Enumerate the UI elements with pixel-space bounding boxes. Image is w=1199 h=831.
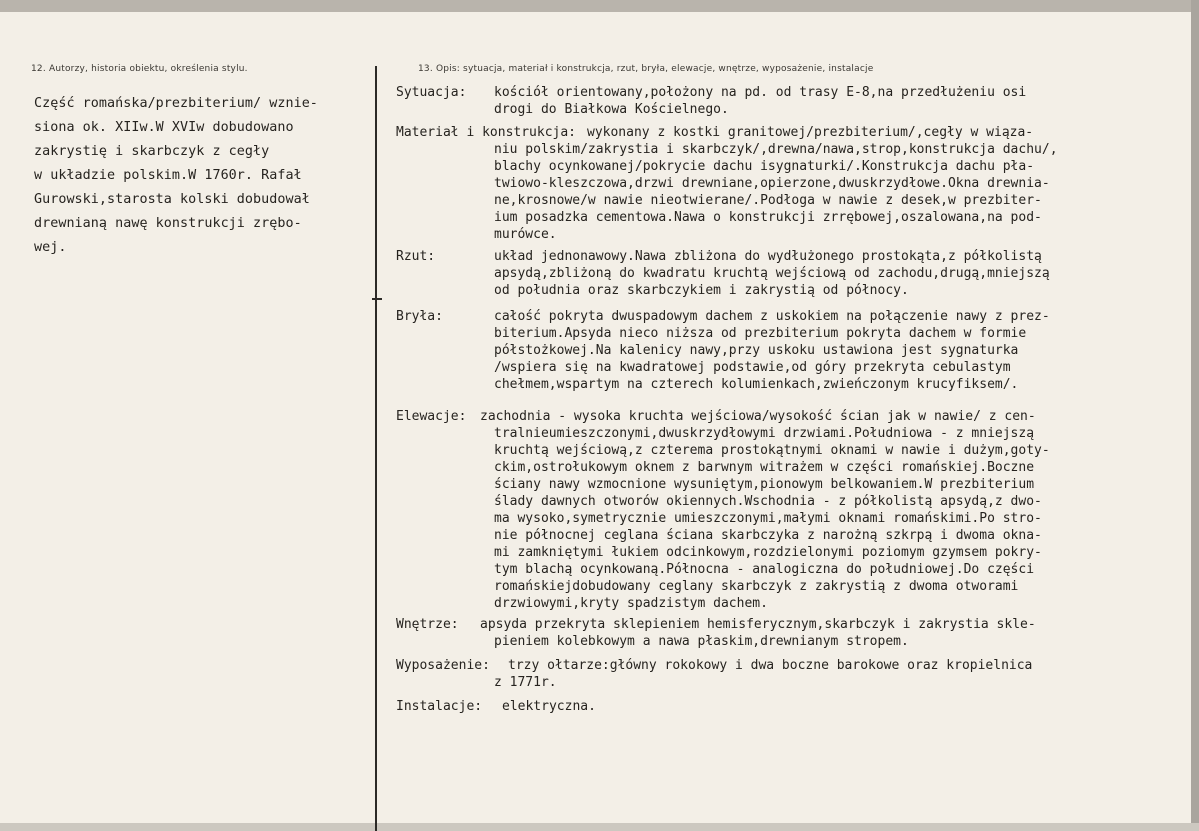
section-line: kościół orientowany,położony na pd. od trasy E-8,na przedłużeniu osi <box>494 85 1027 100</box>
section-line: półstożkowej.Na kalenicy nawy,przy uskoku ustawiona jest sygnaturka <box>494 343 1019 358</box>
history-line: w układzie polskim.W 1760r. Rafał <box>34 168 302 183</box>
history-line: siona ok. XIIw.W XVIw dobudowano <box>34 120 294 135</box>
history-line: Gurowski,starosta kolski dobudował <box>34 192 310 207</box>
section-line: drzwiowymi,kryty spadzistym dachem. <box>494 596 768 611</box>
divider-tick-mark <box>372 298 382 300</box>
section-line: apsydą,zbliżoną do kwadratu kruchtą wejściową od zachodu,drugą,mniejszą <box>494 266 1050 281</box>
header-authors-history: 12. Autorzy, historia obiektu, określenia stylu. <box>31 64 248 74</box>
section-line: układ jednonawowy.Nawa zbliżona do wydłużonego prostokąta,z półkolistą <box>494 249 1042 264</box>
history-line: zakrystię i skarbczyk z cegły <box>34 144 270 159</box>
section-line: zachodnia - wysoka kruchta wejściowa/wysokość ścian jak w nawie/ z cen- <box>480 409 1036 424</box>
section-line: mi zamkniętymi łukiem odcinkowym,rozdzielonymi poziomym gzymsem pokry- <box>494 545 1042 560</box>
section-line: blachy ocynkowanej/pokrycie dachu isygnaturki/.Konstrukcja dachu pła- <box>494 159 1035 174</box>
section-line: tym blachą ocynkowaną.Północna - analogiczna do południowej.Do części <box>494 562 1035 577</box>
history-text <box>34 92 374 260</box>
section-line: wykonany z kostki granitowej/prezbiterium/,cegły w wiąza- <box>587 125 1034 140</box>
column-divider <box>375 66 377 831</box>
section-label: Materiał i konstrukcja: <box>396 125 577 140</box>
section-line: murówce. <box>494 227 557 242</box>
section-line: romańskiejdobudowany ceglany skarbczyk z zakrystią z dwoma otworami <box>494 579 1019 594</box>
section-label: Wnętrze: <box>396 617 459 632</box>
section-line: trzy ołtarze:główny rokokowy i dwa boczne barokowe oraz kropielnica <box>508 658 1033 673</box>
section-line: tralnieumieszczonymi,dwuskrzydłowymi drzwiami.Południowa - z mniejszą <box>494 426 1035 441</box>
section-line: ckim,ostrołukowym oknem z barwnym witrażem w części romańskiej.Boczne <box>494 460 1035 475</box>
section-line: z 1771r. <box>494 675 557 690</box>
section-line: chełmem,wspartym na czterech kolumienkach,zwieńczonym krucyfiksem/. <box>494 377 1019 392</box>
section-line: ne,krosnowe/w nawie nieotwierane/.Podłoga w nawie z desek,w prezbiter- <box>494 193 1042 208</box>
section-line: od południa oraz skarbczykiem i zakrystią od północy. <box>494 283 909 298</box>
section-line: ma wysoko,symetrycznie umieszczonymi,małymi oknami romańskimi.Po stro- <box>494 511 1042 526</box>
section-line: /wspiera się na kwadratowej podstawie,od góry przekryta cebulastym <box>494 360 1011 375</box>
section-label: Bryła: <box>396 309 443 324</box>
section-label: Elewacje: <box>396 409 467 424</box>
section-line: całość pokryta dwuspadowym dachem z uskokiem na połączenie nawy z prez- <box>494 309 1050 324</box>
history-line: wej. <box>34 240 67 255</box>
section-line: elektryczna. <box>502 699 596 714</box>
section-line: kruchtą wejściową,z czterema prostokątnymi oknami w nawie i dużym,goty- <box>494 443 1050 458</box>
section-line: biterium.Apsyda nieco niższa od prezbiterium pokryta dachem w formie <box>494 326 1027 341</box>
header-description: 13. Opis: sytuacja, materiał i konstrukcja, rzut, bryła, elewacje, wnętrze, wyposażenie, instalacje <box>418 64 874 74</box>
history-line: drewnianą nawę konstrukcji zrębo- <box>34 216 302 231</box>
section-line: niu polskim/zakrystia i skarbczyk/,drewna/nawa,strop,konstrukcja dachu/, <box>494 142 1058 157</box>
section-line: ium posadzka cementowa.Nawa o konstrukcji zrrębowej,oszalowana,na pod- <box>494 210 1042 225</box>
scan-edge-right <box>1191 0 1199 831</box>
section-label: Wyposażenie: <box>396 658 490 673</box>
section-line: drogi do Białkowa Kościelnego. <box>494 102 729 117</box>
section-line: ściany nawy wzmocnione wysuniętym,pionowym belkowaniem.W prezbiterium <box>494 477 1035 492</box>
history-line: Część romańska/prezbiterium/ wznie- <box>34 96 318 111</box>
section-label: Rzut: <box>396 249 436 264</box>
section-line: pieniem kolebkowym a nawa płaskim,drewnianym stropem. <box>494 634 909 649</box>
section-line: ślady dawnych otworów okiennych.Wschodnia - z półkolistą apsydą,z dwo- <box>494 494 1042 509</box>
section-line: apsyda przekryta sklepieniem hemisferycznym,skarbczyk i zakrystia skle- <box>480 617 1036 632</box>
section-line: twiowo-kleszczowa,drzwi drewniane,opierzone,dwuskrzydłowe.Okna drewnia- <box>494 176 1050 191</box>
section-label: Sytuacja: <box>396 85 467 100</box>
scan-edge-top <box>0 0 1199 12</box>
scan-edge-bottom <box>0 823 1199 831</box>
section-label: Instalacje: <box>396 699 483 714</box>
section-line: nie północnej ceglana ściana skarbczyka z narożną szkrpą i dwoma okna- <box>494 528 1042 543</box>
